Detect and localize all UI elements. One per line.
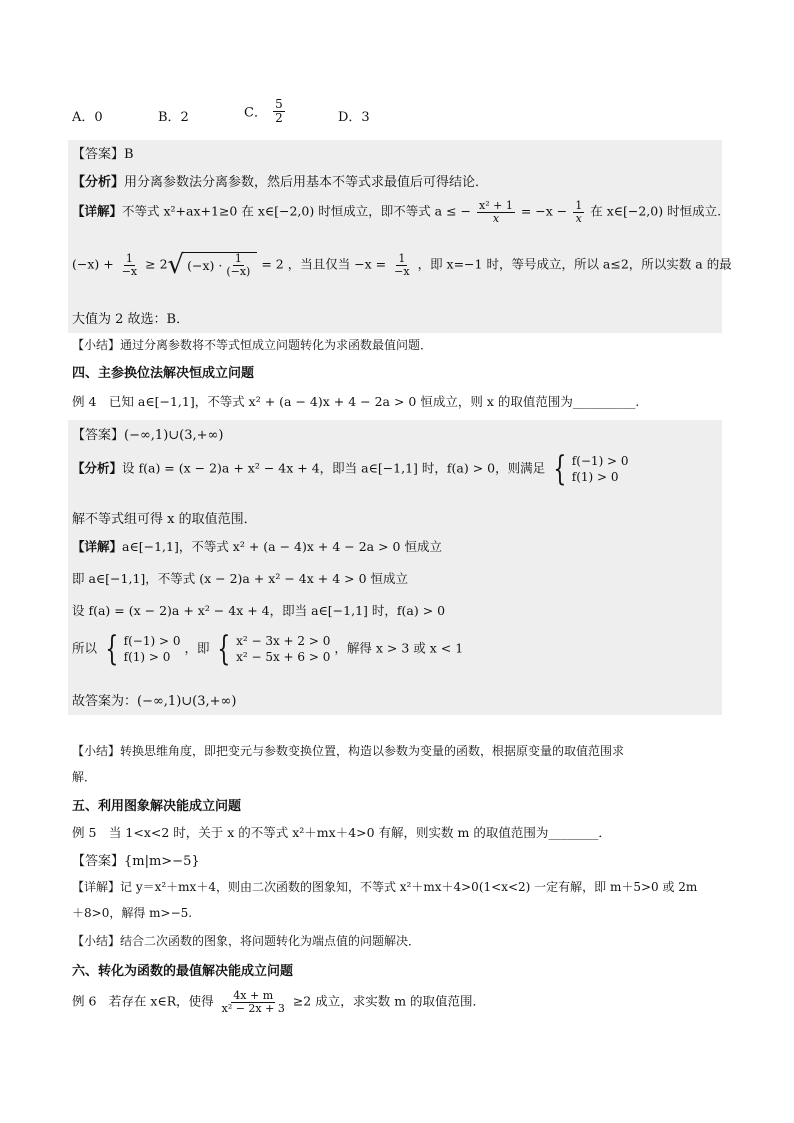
section4-detail-2: 即 a∈[−1,1]，不等式 (x − 2)a + x² − 4x + 4 > 0 恒成立 (72, 571, 409, 586)
section5-detail-1: 【详解】记 y＝x²＋mx＋4，则由二次函数的图象知，不等式 x²＋mx＋4>0(1<x<2) 一定有解，即 m＋5>0 或 2m (72, 880, 698, 894)
ex3-frac4-num: 1 (398, 251, 406, 265)
ex3-detail-2c: = 2 ，当且仅当 −x = (261, 256, 387, 272)
section4-answer: 【答案】(−∞,1)∪(3,+∞) (72, 428, 224, 443)
section5-title: 五、利用图象解决能成立问题 (72, 799, 242, 814)
section4-detail-4a: 所以 (72, 640, 98, 656)
ex3-detail-line2: (−x) + $\frac{1}{-x}$ ≥ 2 √ (−x) · $\frac{1}{(-x)}$ = 2 ，当且仅当 −x = $\frac{1}{-x}$ ，即 x=−1 时，等号成立，所以 a≤2，所以实数 a 的最 (72, 250, 732, 280)
section4-example: 例 4 已知 a∈[−1,1]，不等式 x² + (a − 4)x + 4 − 2a > 0 恒成立，则 x 的取值范围为__________. (72, 394, 640, 409)
ex3-sqrt-den: (−x) (226, 265, 251, 278)
section4-detail-4b: ，即 (184, 640, 210, 656)
section4-analysis-2: 解不等式组可得 x 的取值范围． (72, 512, 257, 527)
ex3-answer: 【答案】B (72, 147, 134, 162)
section4-title: 四、主参换位法解决恒成立问题 (72, 366, 255, 381)
section4-detail-label: 【详解】 (72, 539, 123, 554)
section6-example (72, 990, 485, 1014)
section4-detail-1-text: a∈[−1,1]，不等式 x² + (a − 4)x + 4 − 2a > 0 恒成立 (122, 539, 442, 554)
section4-detail-4: 所以 { f(−1) > 0 f(1) > 0 ，即 { x² − 3x + 2 > 0 x² − 5x + 6 > 0 ，解得 x > 3 或 x < 1 (72, 629, 464, 669)
section6-frac-den: x² − 2x + 3 (221, 1001, 285, 1015)
ex3-detail-label: 【详解】 (72, 203, 123, 219)
ex3-detail-1c: 在 x∈[−2,0) 时恒成立. (590, 203, 722, 219)
ex3-sqrt-num: 1 (234, 252, 242, 266)
ex3-frac1-den: x (492, 211, 500, 225)
option-c-prefix: C． (244, 105, 267, 121)
ex3-detail-1a: 不等式 x²+ax+1≥0 在 x∈[−2,0) 时恒成立，即不等式 a ≤ − (122, 203, 472, 219)
ex3-frac3-den: −x (121, 264, 138, 278)
section4-analysis: 【分析】设 f(a) = (x − 2)a + x² − 4x + 4，即当 a∈[−1,1] 时，f(a) > 0，则满足 { f(−1) > 0 f(1) > 0 (72, 449, 629, 489)
ex3-detail-line1 (72, 200, 721, 224)
section4-detail-sys2-2: x² − 5x + 6 > 0 (236, 650, 331, 664)
section6-example-a: 例 6 若存在 x∈R，使得 (72, 993, 214, 1009)
section4-analysis-sys-1: f(−1) > 0 (571, 453, 629, 468)
ex3-analysis-text: 用分离参数法分离参数，然后用基本不等式求最值后可得结论． (124, 175, 489, 190)
option-a: A．0 (72, 110, 103, 125)
section4-detail-3: 设 f(a) = (x − 2)a + x² − 4x + 4，即当 a∈[−1,1] 时，f(a) > 0 (72, 603, 446, 618)
ex3-analysis (72, 171, 488, 190)
section4-summary-2: 解． (72, 770, 97, 784)
section4-detail-sys2-1: x² − 3x + 2 > 0 (236, 633, 331, 648)
section6-title: 六、转化为函数的最值解决能成立问题 (72, 964, 294, 979)
ex3-summary: 【小结】通过分离参数将不等式恒成立问题转化为求函数最值问题． (72, 338, 433, 352)
section4-detail-1 (72, 537, 442, 555)
section4-analysis-label: 【分析】 (72, 460, 123, 476)
ex3-frac2-den: x (575, 211, 582, 225)
ex3-detail-line3: 大值为 2 故选：B． (72, 312, 190, 327)
ex3-answer-block (68, 140, 722, 333)
option-d: D．3 (338, 110, 370, 125)
section4-detail-4c: ，解得 x > 3 或 x < 1 (334, 640, 464, 656)
section5-summary: 【小结】结合二次函数的图象，将问题转化为端点值的问题解决． (72, 934, 421, 948)
section4-analysis-a: 设 f(a) = (x − 2)a + x² − 4x + 4，即当 a∈[−1,1] 时，f(a) > 0，则满足 (122, 460, 546, 476)
section5-example: 例 5 当 1<x<2 时，关于 x 的不等式 x²＋mx＋4>0 有解，则实数 m 的取值范围为________． (72, 825, 611, 840)
ex3-sqrt-a: (−x) · (187, 258, 223, 273)
ex3-analysis-label: 【分析】 (72, 175, 125, 190)
ex3-detail-2a: (−x) + (72, 256, 114, 272)
section4-detail-5: 故答案为：(−∞,1)∪(3,+∞) (72, 694, 237, 709)
section6-frac-num: 4x + m (233, 989, 274, 1002)
ex3-frac2-num: 1 (575, 199, 583, 212)
section4-detail-sys-1: f(−1) > 0 (123, 633, 181, 648)
section4-summary-1: 【小结】转换思维角度，即把变元与参数变换位置，构造以参数为变量的函数，根据原变量的取值范围求 (72, 744, 625, 758)
section5-answer: 【答案】{m|m>−5} (72, 854, 200, 869)
ex3-frac3-num: 1 (125, 251, 133, 265)
section6-example-b: ≥2 成立，求实数 m 的取值范围． (292, 993, 486, 1009)
ex3-frac1-num: x² + 1 (479, 199, 513, 212)
ex3-detail-2b: ≥ 2 (145, 256, 168, 272)
ex3-detail-2d: ，即 x=−1 时，等号成立，所以 a≤2，所以实数 a 的最 (417, 256, 732, 272)
section4-analysis-sys-2: f(1) > 0 (571, 470, 619, 484)
option-c-num: 5 (275, 97, 283, 111)
section5-detail-2: ＋8>0，解得 m>−5. (72, 906, 193, 920)
option-b: B．2 (158, 110, 189, 125)
section4-detail-sys-2: f(1) > 0 (123, 650, 171, 664)
ex3-frac4-den: −x (394, 264, 410, 278)
ex3-detail-1b: = −x − (520, 203, 568, 219)
option-c-den: 2 (275, 110, 283, 125)
option-c (244, 98, 287, 124)
